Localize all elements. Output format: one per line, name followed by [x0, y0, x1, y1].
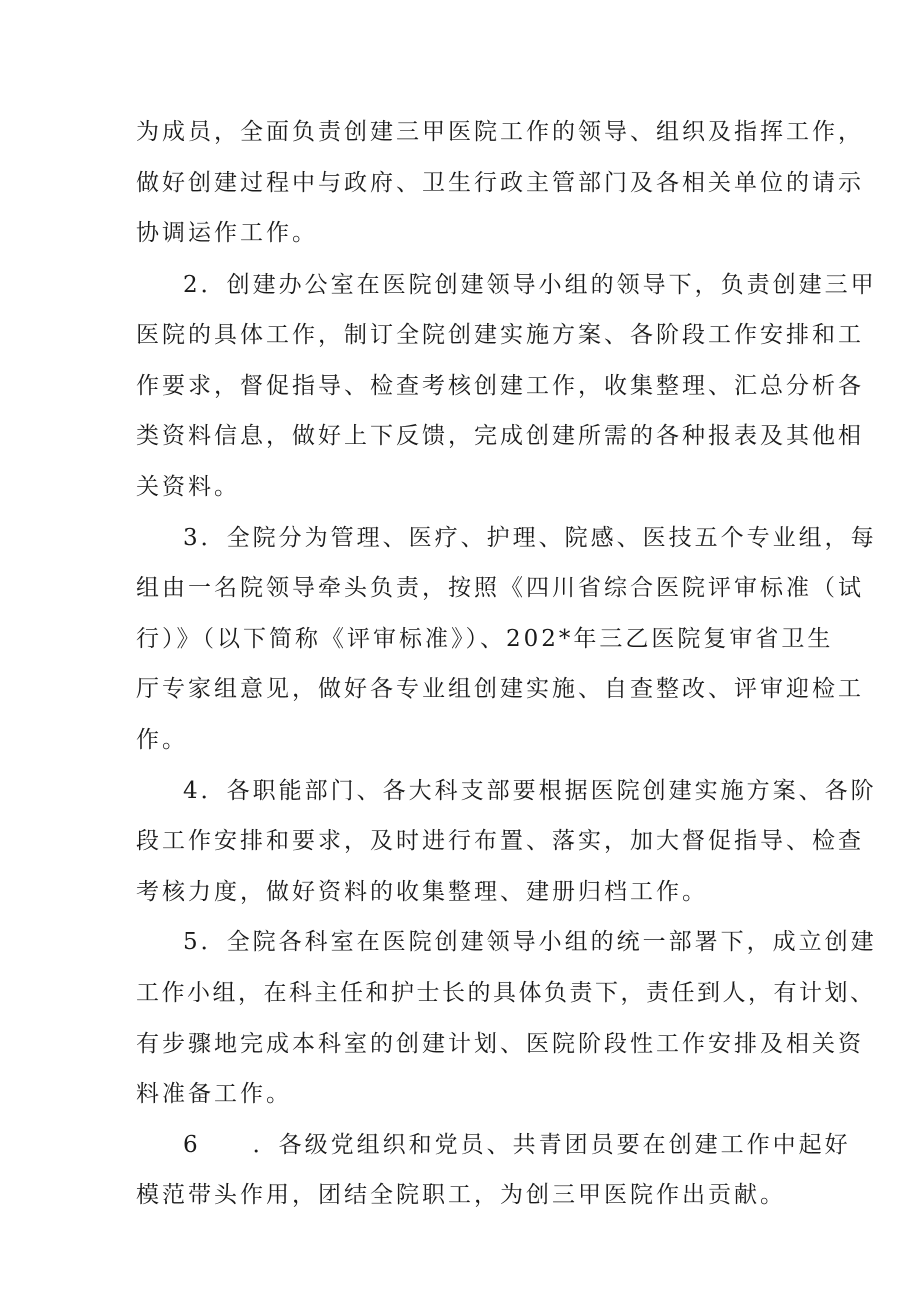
text-line: 作要求，督促指导、检查考核创建工作，收集整理、汇总分析各 [136, 373, 864, 399]
text-line: 料准备工作。 [136, 1081, 292, 1107]
text-line: 模范带头作用，团结全院职工，为创三甲医院作出贡献。 [136, 1182, 786, 1208]
text-line: 医院的具体工作，制订全院创建实施方案、各阶段工作安排和工 [136, 322, 864, 348]
text-line: 做好创建过程中与政府、卫生行政主管部门及各相关单位的请示 [136, 170, 864, 196]
text-line: 6 ．各级党组织和党员、共青团员要在创建工作中起好 [183, 1132, 851, 1158]
text-line: 4．各职能部门、各大科支部要根据医院创建实施方案、各阶 [183, 778, 877, 804]
text-line: 5．全院各科室在医院创建领导小组的统一部署下，成立创建 [183, 929, 877, 955]
text-line: 作。 [136, 727, 188, 753]
text-line: 有步骤地完成本科室的创建计划、医院阶段性工作安排及相关资 [136, 1031, 864, 1057]
text-line: 行）》（以下简称《评审标准》）、202*年三乙医院复审省卫生 [136, 626, 834, 652]
text-line: 工作小组，在科主任和护士长的具体负责下，责任到人，有计划、 [136, 980, 876, 1006]
text-line: 组由一名院领导牵头负责，按照《四川省综合医院评审标准（试 [136, 575, 864, 601]
text-line: 2．创建办公室在医院创建领导小组的领导下，负责创建三甲 [183, 272, 877, 298]
text-line: 关资料。 [136, 474, 240, 500]
text-line: 厅专家组意见，做好各专业组创建实施、自查整改、评审迎检工 [136, 676, 864, 702]
text-line: 为成员，全面负责创建三甲医院工作的领导、组织及指挥工作， [136, 119, 864, 145]
text-line: 协调运作工作。 [136, 220, 318, 246]
text-line: 类资料信息，做好上下反馈，完成创建所需的各种报表及其他相 [136, 423, 864, 449]
text-line: 3．全院分为管理、医疗、护理、院感、医技五个专业组，每 [183, 525, 877, 551]
text-line: 段工作安排和要求，及时进行布置、落实，加大督促指导、检查 [136, 828, 864, 854]
text-line: 考核力度，做好资料的收集整理、建册归档工作。 [136, 879, 708, 905]
